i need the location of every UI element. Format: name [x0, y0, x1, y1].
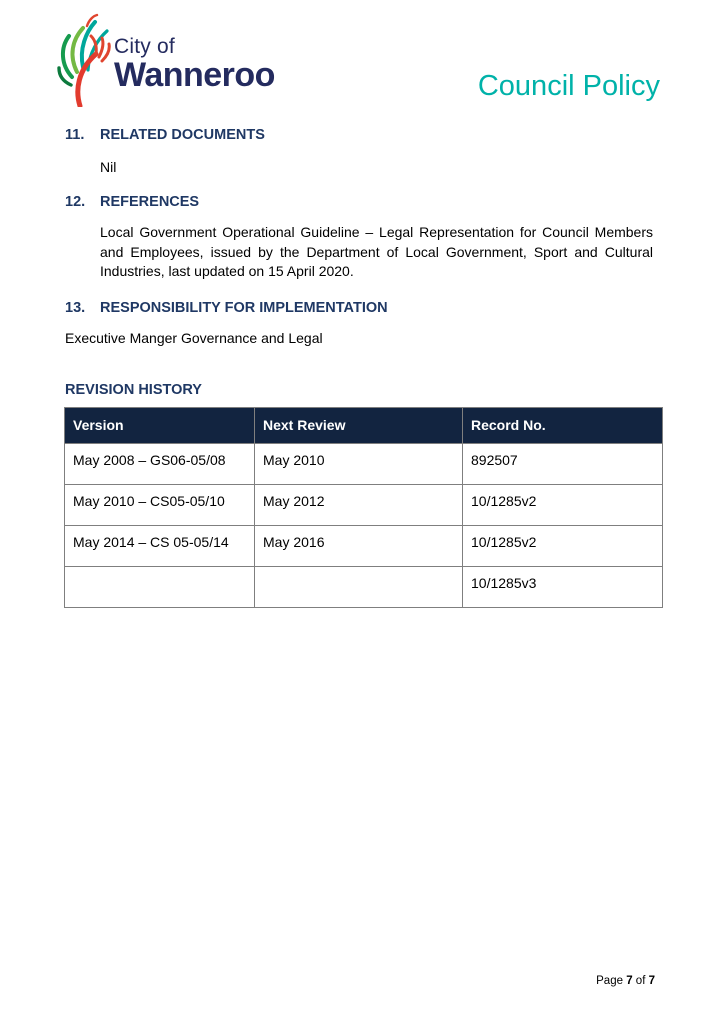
cell-version: May 2014 – CS 05-05/14 [65, 525, 255, 566]
cell-version: May 2008 – GS06-05/08 [65, 443, 255, 484]
revision-history-heading: REVISION HISTORY [65, 381, 202, 398]
section-title: RESPONSIBILITY FOR IMPLEMENTATION [100, 299, 388, 316]
section-heading-13 [65, 300, 655, 316]
section-title: RELATED DOCUMENTS [100, 127, 265, 143]
column-header-record-no: Record No. [463, 407, 663, 443]
cell-next-review: May 2012 [255, 484, 463, 525]
cell-record-no: 892507 [463, 443, 663, 484]
section-heading-12 [65, 194, 655, 210]
section-title: REFERENCES [100, 194, 200, 210]
table-row [65, 525, 663, 566]
cell-record-no: 10/1285v2 [463, 525, 663, 566]
logo-city-of-text: City of [114, 35, 175, 58]
section-number: 12. [65, 194, 86, 210]
table-header-row [65, 407, 663, 443]
of-label: of [635, 975, 646, 987]
cell-next-review: May 2010 [255, 443, 463, 484]
logo-wordmark [114, 36, 275, 92]
table-row [65, 566, 663, 607]
cell-record-no: 10/1285v3 [463, 566, 663, 607]
cell-record-no: 10/1285v2 [463, 484, 663, 525]
total-pages: 7 [648, 975, 655, 987]
cell-next-review [255, 566, 463, 607]
cell-version [65, 566, 255, 607]
revision-history-table [64, 407, 663, 608]
section-12-body: Local Government Operational Guideline – Legal Representation for Council Members and Employees, issued by the Department of Local Government, Sport and Cultural Industries, last updated on 15 April 2020. [100, 224, 653, 279]
cell-next-review: May 2016 [255, 525, 463, 566]
section-number: 11. [65, 127, 85, 143]
column-header-next-review: Next Review [255, 407, 463, 443]
section-heading-11 [65, 127, 655, 143]
document-content [65, 127, 655, 608]
page-label: Page [596, 975, 623, 987]
table-row [65, 484, 663, 525]
column-header-version: Version [65, 407, 255, 443]
section-number: 13. [65, 299, 86, 316]
section-11-body: Nil [100, 159, 117, 175]
city-of-wanneroo-logo [56, 13, 275, 107]
table-row [65, 443, 663, 484]
logo-wanneroo-text: Wanneroo [114, 56, 275, 94]
kangaroo-paw-flower-icon [56, 13, 112, 107]
page-number: 7 [626, 975, 633, 987]
cell-version: May 2010 – CS05-05/10 [65, 484, 255, 525]
section-13-body: Executive Manger Governance and Legal [65, 329, 323, 346]
page-footer [596, 975, 655, 987]
document-type-title: Council Policy [477, 70, 660, 102]
